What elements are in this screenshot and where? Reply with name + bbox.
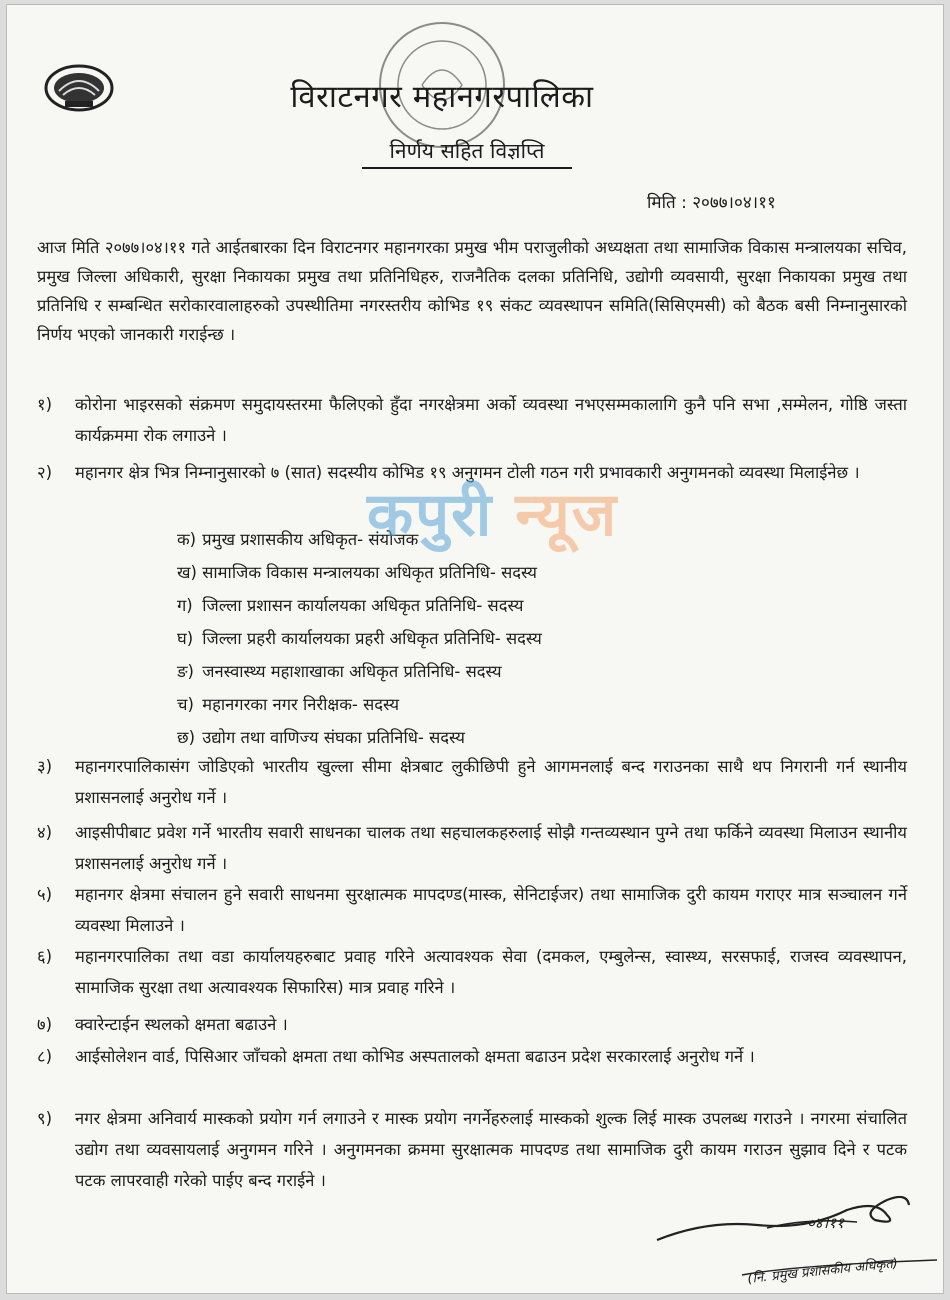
decision-text: महानगरपालिकासंग जोडिएको भारतीय खुल्ला सीमा क्षेत्रबाट लुकीछिपी हुने आगमनलाई बन्द गराउनका साथै थप निगरानी गर्न स्थानीय प्रशासनलाई अनुरोध गर्ने ।	[75, 757, 907, 807]
list-item	[177, 688, 542, 721]
list-item	[177, 721, 542, 754]
decision-item	[37, 1009, 907, 1040]
decision-text: आइसीपीबाट प्रवेश गर्ने भारतीय सवारी साधनका चालक तथा सहचालकहरुलाई सोझै गन्तव्यस्थान पुग्ने तथा फर्किने व्यवस्था मिलाउन स्थानीय प्रशासनलाई अनुरोध गर्ने ।	[75, 823, 907, 873]
member-text: उद्योग तथा वाणिज्य संघका प्रतिनिधि- सदस्य	[202, 728, 465, 747]
decision-item	[37, 941, 907, 1003]
decision-text: क्वारेन्टाईन स्थलको क्षमता बढाउने ।	[75, 1015, 288, 1034]
nepal-emblem-icon	[43, 63, 115, 113]
intro-paragraph: आज मिति २०७७।०४।११ गते आईतबारका दिन विराटनगर महानगरका प्रमुख भीम पराजुलीको अध्यक्षता तथा सामाजिक विकास मन्त्रालयका सचिव, प्रमुख जिल्ला अधिकारी, सुरक्षा निकायका प्रमुख तथा प्रतिनिधिहरु, राजनैतिक दलका प्रतिनिधि, उद्योगी व्यवसायी, सुरक्षा निकायका प्रमुख तथा प्रतिनिधि र सम्बन्धित सरोकारवालाहरुको उपस्थीतिमा नगरस्तरीय कोभिड १९ संकट व्यवस्थापन समिति(सिसिएमसी) को बैठक बसी निम्नानुसारको निर्णय भएको जानकारी गराईन्छ ।	[37, 238, 907, 344]
member-letter: च)	[177, 695, 194, 714]
decision-number: ६)	[37, 947, 53, 966]
list-item	[177, 556, 542, 589]
office-name: विराटनगर महानगरपालिका	[290, 79, 594, 115]
decision-item	[37, 1041, 907, 1072]
list-item	[177, 622, 542, 655]
monitoring-team-list	[177, 523, 542, 754]
decision-item	[37, 751, 907, 813]
decision-number: २)	[37, 463, 53, 482]
decision-text: आईसोलेशन वार्ड, पिसिआर जाँचको क्षमता तथा कोभिड अस्पतालको क्षमता बढाउन प्रदेश सरकारलाई अनुरोध गर्ने ।	[75, 1047, 755, 1066]
member-text: महानगरका नगर निरीक्षक- सदस्य	[202, 695, 400, 714]
decision-text: नगर क्षेत्रमा अनिवार्य मास्कको प्रयोग गर्न लगाउने र मास्क प्रयोग नगर्नेहरुलाई मास्कको शुल्क लिई मास्क उपलब्ध गराउने । नगरमा संचालित उद्योग तथा व्यवसायलाई अनुगमन गरिने । अनुगमनका क्रममा सुरक्षात्मक मापदण्ड तथा सामाजिक दुरी कायम गराउन सुझाव दिने र पटक पटक लापरवाही गरेको पाईए बन्द गराईने ।	[75, 1109, 907, 1190]
notice-page	[6, 4, 944, 1294]
member-letter: ग)	[177, 596, 193, 615]
decision-number: ९)	[37, 1109, 53, 1128]
decision-number: ५)	[37, 885, 53, 904]
list-item	[177, 589, 542, 622]
decision-item	[37, 389, 907, 451]
member-text: प्रमुख प्रशासकीय अधिकृत- संयोजक	[202, 530, 419, 549]
decision-number: १)	[37, 395, 53, 414]
member-text: जिल्ला प्रहरी कार्यालयका प्रहरी अधिकृत प्रतिनिधि- सदस्य	[202, 629, 542, 648]
member-letter: ङ)	[177, 662, 194, 681]
decision-number: ३)	[37, 757, 53, 776]
decision-number: ४)	[37, 823, 53, 842]
decision-text: कोरोना भाइरसको संक्रमण समुदायस्तरमा फैलिएको हुँदा नगरक्षेत्रमा अर्को व्यवस्था नभएसम्मकालागि कुनै पनि सभा ,सम्मेलन, गोष्ठि जस्ता कार्यक्रममा रोक लगाउने ।	[75, 395, 907, 445]
watermark-part-2: न्यूज	[515, 480, 619, 550]
watermark-part-1: कपुरी	[367, 480, 494, 550]
decision-text: महानगरपालिका तथा वडा कार्यालयहरुबाट प्रवाह गरिने अत्यावश्यक सेवा (दमकल, एम्बुलेन्स, स्वास्थ्य, सरसफाई, राजस्व व्यवस्थापन, सामाजिक सुरक्षा तथा अत्यावश्यक सिफारिस) मात्र प्रवाह गरिने ।	[75, 947, 907, 997]
notice-title: निर्णय सहित विज्ञप्ति	[362, 137, 572, 169]
member-letter: छ)	[177, 728, 196, 747]
member-letter: घ)	[177, 629, 194, 648]
list-item	[177, 655, 542, 688]
decision-number: ७)	[37, 1015, 53, 1034]
decision-text: महानगर क्षेत्र भित्र निम्नानुसारको ७ (सात) सदस्यीय कोभिड १९ अनुगमन टोली गठन गरी प्रभावकारी अनुगमनको व्यवस्था मिलाईनेछ ।	[75, 463, 860, 482]
news-watermark	[367, 471, 618, 553]
member-text: जिल्ला प्रशासन कार्यालयका अधिकृत प्रतिनिधि- सदस्य	[202, 596, 524, 615]
decision-item	[37, 879, 907, 941]
member-text: जनस्वास्थ्य महाशाखाका अधिकृत प्रतिनिधि- सदस्य	[202, 662, 502, 681]
decision-text: महानगर क्षेत्रमा संचालन हुने सवारी साधनमा सुरक्षात्मक मापदण्ड(मास्क, सेनिटाईजर) तथा सामाजिक दुरी कायम गराएर मात्र सञ्चालन गर्ने व्यवस्था मिलाउने ।	[75, 885, 907, 935]
member-text: सामाजिक विकास मन्त्रालयका अधिकृत प्रतिनिधि- सदस्य	[202, 563, 537, 582]
notice-date: मिति : २०७७।०४।११	[647, 193, 776, 213]
member-letter: क)	[177, 530, 197, 549]
decision-number: ८)	[37, 1047, 53, 1066]
decision-item	[37, 817, 907, 879]
signature-caption: (नि. प्रमुख प्रशासकीय अधिकृत)	[746, 1256, 899, 1287]
member-letter: ख)	[177, 563, 197, 582]
signature-date: ०४।११	[807, 1214, 844, 1232]
